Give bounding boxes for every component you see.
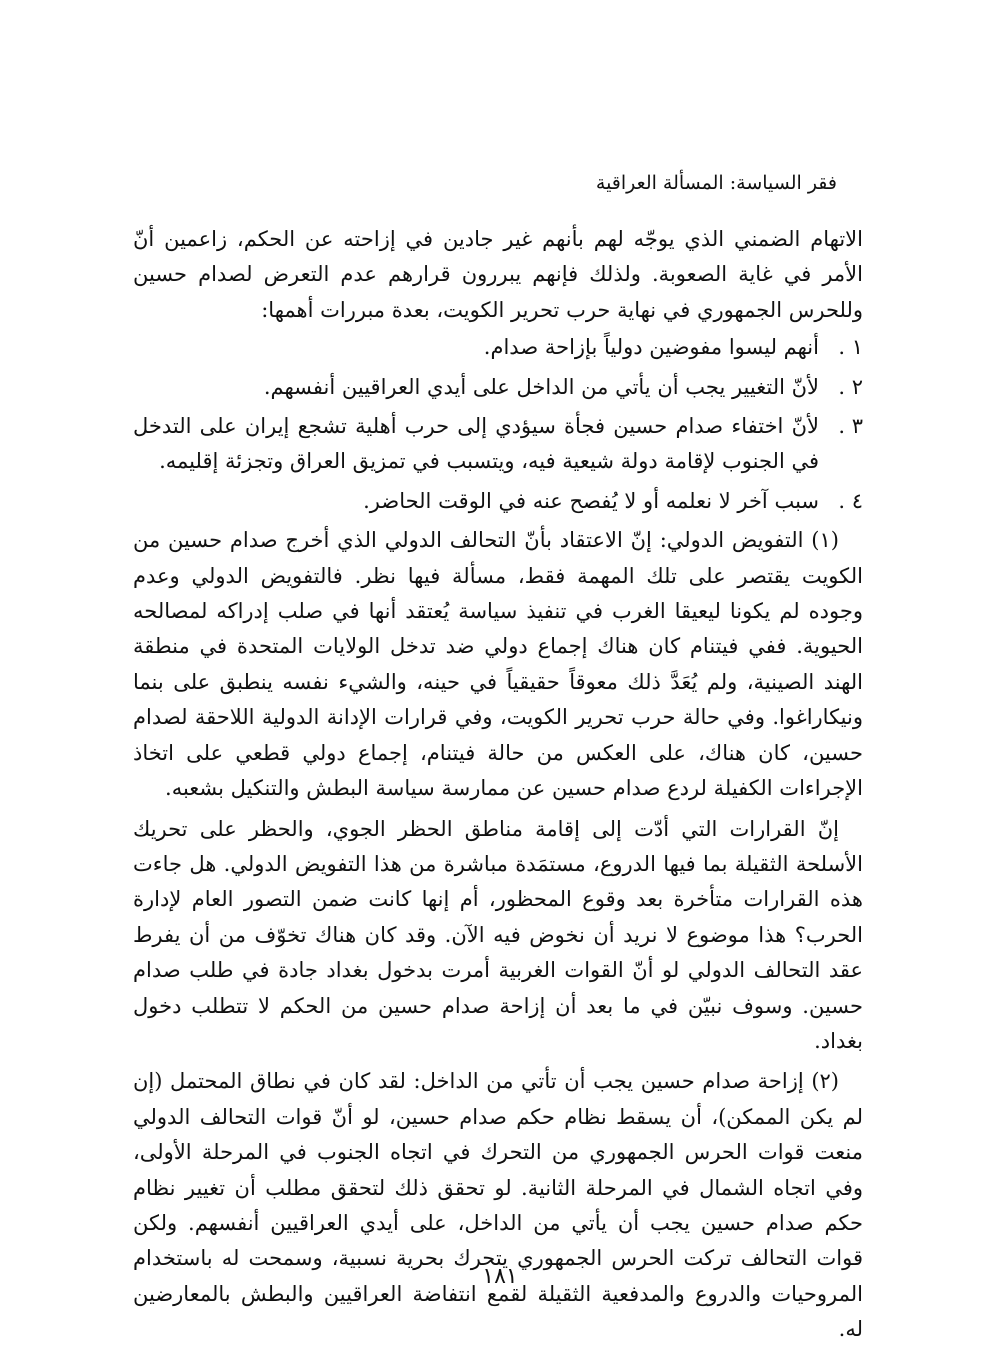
paragraph-international-mandate: (١) التفويض الدولي: إنّ الاعتقاد بأنّ التحالف الدولي الذي أخرج صدام حسين من الكويت يقتصر على تلك المهمة فقط، مسألة فيها نظر. فالتفويض الدولي وعدم وجوده لم يكونا ليعيقا الغرب في تنفيذ سياسة يُعتقد أنها في صلب إدراكه لمصالحه الحيوية. ففي فيتنام كان هناك إجماع دولي ضد تدخل الولايات المتحدة في منطقة الهند الصينية، ولم يُعَدَّ ذلك معوقاً حقيقياً في حينه، والشيء نفسه ينطبق على بنما ونيكاراغوا. وفي حالة حرب تحرير الكويت، وفي قرارات الإدانة الدولية اللاحقة لصدام حسين، كان هناك، على العكس من حالة فيتنام، إجماع دولي قطعي على اتخاذ الإجراءات الكفيلة لردع صدام حسين عن ممارسة سياسة البطش والتنكيل بشعبه.: [133, 528, 863, 801]
reason-text: أنهم ليسوا مفوضين دولياً بإزاحة صدام.: [483, 335, 819, 360]
reason-text: سبب آخر لا نعلمه أو لا يُفصح عنه في الوقت الحاضر.: [363, 488, 819, 513]
reason-text: لأنّ اختفاء صدام حسين فجأة سيؤدي إلى حرب أهلية تشجع إيران على التدخل في الجنوب لإقامة دولة شيعية فيه، ويتسبب في تمزيق العراق وتجزئة إقليمه.: [133, 414, 819, 474]
reason-number: ٤ .: [838, 488, 863, 513]
reasons-list: [133, 330, 863, 519]
reason-number: ٣ .: [838, 414, 863, 439]
reason-number: ٢ .: [838, 374, 863, 399]
reason-item: [133, 484, 863, 519]
body-text: [133, 222, 863, 1348]
intro-paragraph: الاتهام الضمني الذي يوجّه لهم بأنهم غير جادين في إزاحته عن الحكم، زاعمين أنّ الأمر في غاية الصعوبة. ولذلك فإنهم يبررون قرارهم عدم التعرض لصدام حسين وللحرس الجمهوري في نهاية حرب تحرير الكويت، بعدة مبررات أهمها:: [133, 227, 863, 322]
reason-text: لأنّ التغيير يجب أن يأتي من الداخل على أيدي العراقيين أنفسهم.: [263, 374, 819, 399]
paragraph-change-from-inside: (٢) إزاحة صدام حسين يجب أن تأتي من الداخل: لقد كان في نطاق المحتمل (إن لم يكن الممكن)، أن يسقط نظام حكم صدام حسين، لو أنّ قوات التحالف الدولي منعت قوات الحرس الجمهوري من التحرك في اتجاه الجنوب في المرحلة الأولى، وفي اتجاه الشمال في المرحلة الثانية. لو تحقق ذلك لتحقق مطلب أن تغيير نظام حكم صدام حسين يجب أن يأتي من الداخل، على أيدي العراقيين أنفسهم. ولكن قوات التحالف تركت الحرس الجمهوري يتحرك بحرية نسبية، وسمحت له باستخدام المروحيات والدروع والمدفعية الثقيلة لقمع انتفاضة العراقيين والبطش بالمعارضين له.: [133, 1069, 863, 1342]
reason-item: [133, 330, 863, 365]
paragraph-no-fly-zones: إنّ القرارات التي أدّت إلى إقامة مناطق الحظر الجوي، والحظر على تحريك الأسلحة الثقيلة بما فيها الدروع، مستمَدة مباشرة من هذا التفويض الدولي. هل جاءت هذه القرارات متأخرة بعد وقوع المحظور، أم إنها كانت ضمن التصور العام لإدارة الحرب؟ هذا موضوع لا نريد أن نخوض فيه الآن. وقد كان هناك تخوّف من أن يفرط عقد التحالف الدولي لو أنّ القوات الغربية أمرت بدخول بغداد جادة في طلب صدام حسين. وسوف نبيّن في ما بعد أن إزاحة صدام حسين من الحكم لا تتطلب دخول بغداد.: [133, 816, 863, 1053]
reason-item: [133, 409, 863, 480]
running-header: فقر السياسة: المسألة العراقية: [595, 172, 837, 194]
reason-item: [133, 370, 863, 405]
reason-number: ١ .: [838, 335, 863, 360]
page-number: ١٨١: [482, 1264, 518, 1289]
